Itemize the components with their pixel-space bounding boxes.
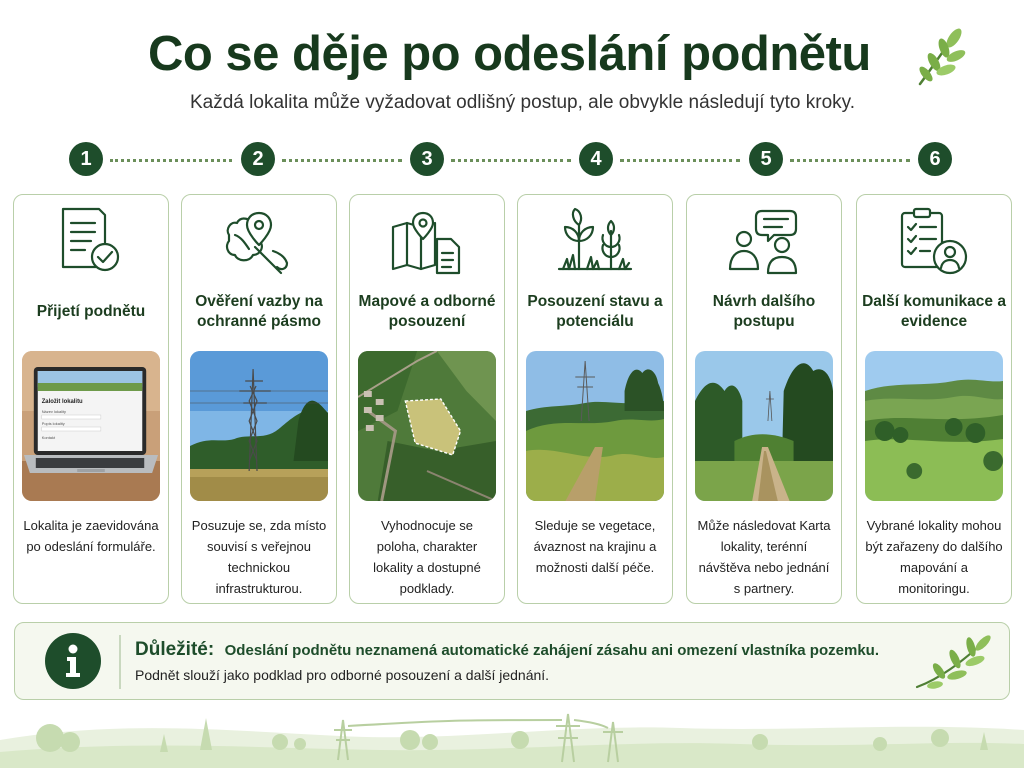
laptop-form-photo	[22, 351, 160, 501]
step-number-row	[0, 142, 1024, 180]
step-title: Další komunikace a evidence	[862, 293, 1006, 330]
laptop-screen-line: Název lokality	[41, 408, 67, 415]
step-card-5	[686, 194, 842, 604]
step-card-6	[856, 194, 1012, 604]
step-description: Vyhodnocuje se poloha, charakter lokality a dostupné podklady.	[373, 518, 481, 596]
forest-path-photo	[695, 351, 833, 501]
notice-label: Důležité:	[135, 639, 215, 660]
step-number-5: 5	[749, 142, 783, 176]
power-pylon-photo	[190, 351, 328, 501]
leaf-branch-icon	[911, 629, 995, 695]
step-title: Posouzení stavu a potenciálu	[527, 293, 663, 330]
step-number-3: 3	[410, 142, 444, 176]
step-connector	[790, 159, 910, 162]
step-title: Návrh dalšího postupu	[712, 293, 816, 330]
step-connector	[282, 159, 402, 162]
notice-text: Podnět slouží jako podklad pro odborné posouzení a další jednání.	[135, 667, 550, 683]
meadow-pylon-photo	[526, 351, 664, 501]
document-check-icon	[53, 205, 129, 277]
step-description: Vybrané lokality mohou být zařazeny do dalšího mapování a monitoringu.	[865, 518, 1003, 596]
step-card-2	[181, 194, 337, 604]
page-title: Co se děje po odeslání podnětu	[148, 27, 871, 81]
landscape-decoration	[0, 700, 1024, 768]
step-title: Ověření vazby na ochranné pásmo	[195, 293, 323, 330]
step-number-1: 1	[69, 142, 103, 176]
laptop-screen-line: Popis lokality	[41, 420, 65, 427]
checklist-person-icon	[896, 205, 972, 277]
step-number-6: 6	[918, 142, 952, 176]
step-title: Mapové a odborné posouzení	[358, 293, 496, 330]
notice-bold-text: Odeslání podnětu neznamená automatické zahájení zásahu ani omezení vlastníka pozemku.	[224, 642, 879, 659]
step-connector	[620, 159, 740, 162]
step-description: Posuzuje se, zda místo souvisí s veřejnou technickou infrastrukturou.	[191, 518, 327, 596]
step-number-2: 2	[241, 142, 275, 176]
aerial-map-photo	[358, 351, 496, 501]
plants-icon	[557, 205, 633, 277]
notice-divider	[119, 635, 121, 689]
leaf-branch-icon	[906, 26, 970, 90]
step-description: Sleduje se vegetace, ávaznost na krajinu a možnosti další péče.	[533, 518, 657, 575]
info-icon	[45, 633, 101, 689]
laptop-screen-heading: Založit lokalitu	[41, 398, 83, 406]
step-card-3	[349, 194, 505, 604]
step-description: Lokalita je zaevidována po odeslání formuláře.	[23, 518, 159, 554]
step-description: Může následovat Karta lokality, terénní návštěva nebo jednání s partnery.	[697, 518, 831, 596]
people-chat-icon	[726, 205, 802, 277]
step-number-4: 4	[579, 142, 613, 176]
step-title: Přijetí podnětu	[36, 303, 146, 320]
important-notice	[14, 622, 1010, 700]
map-document-icon	[389, 205, 465, 277]
step-connector	[110, 159, 232, 162]
step-connector	[451, 159, 571, 162]
page-subtitle: Každá lokalita může vyžadovat odlišný postup, ale obvykle následují tyto kroky.	[190, 92, 855, 113]
map-pin-icon	[221, 205, 297, 277]
step-card-4	[517, 194, 673, 604]
laptop-screen-line: Kontakt	[41, 434, 56, 441]
step-card-1	[13, 194, 169, 604]
green-hills-photo	[865, 351, 1003, 501]
